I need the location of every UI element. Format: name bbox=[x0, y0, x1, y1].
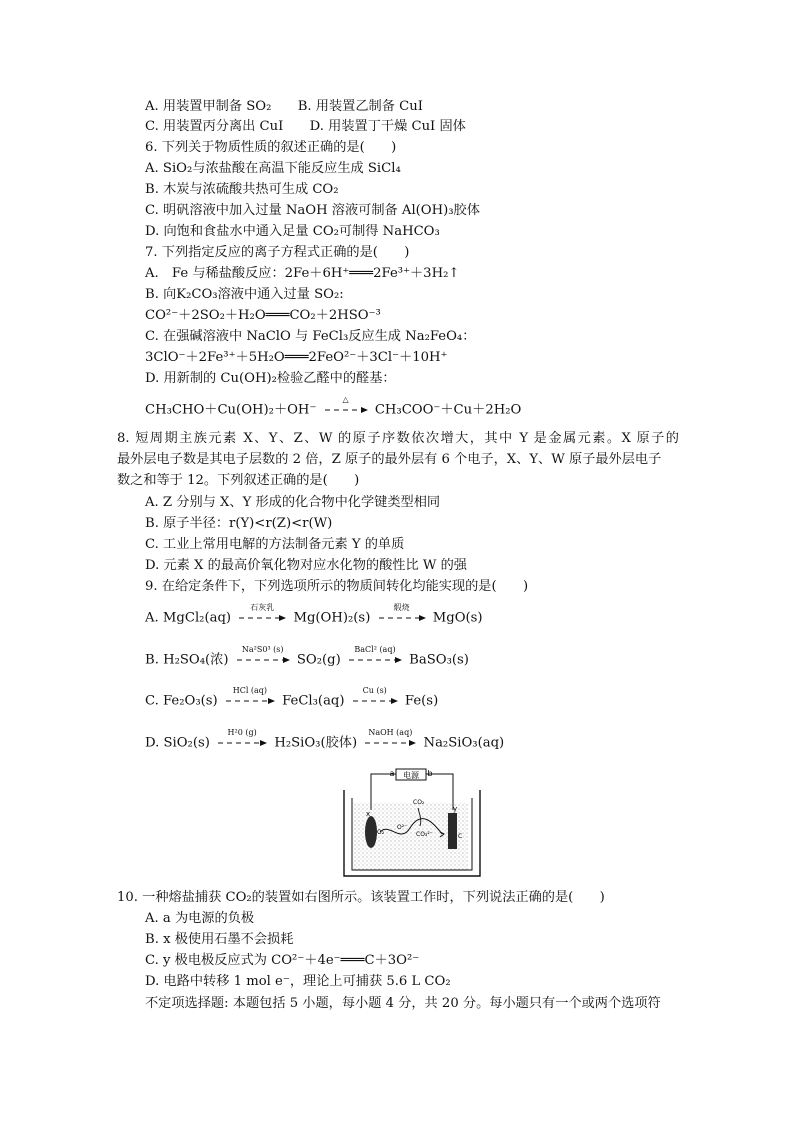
q9-b-product: BaSO₃(s) bbox=[409, 652, 469, 668]
q9-a-product: MgO(s) bbox=[432, 610, 483, 626]
q9-d-product: Na₂SiO₃(aq) bbox=[423, 735, 505, 751]
q10-option-b: B. x 极使用石墨不会损耗 bbox=[145, 932, 294, 947]
q10-option-d: D. 电路中转移 1 mol e⁻，理论上可捕获 5.6 L CO₂ bbox=[145, 974, 451, 989]
arrow-condition: Cu (s) bbox=[362, 686, 387, 695]
q6-option-a: A. SiO₂与浓盐酸在高温下能反应生成 SiCl₄ bbox=[145, 161, 401, 176]
oxide-ion-label: O²⁻ bbox=[397, 824, 408, 831]
reaction-arrow bbox=[347, 645, 403, 669]
carbonate-ion-label: CO₃²⁻ bbox=[416, 831, 433, 838]
q9-d-start: D. SiO₂(s) bbox=[145, 735, 210, 751]
arrow-condition: H²0 (g) bbox=[227, 728, 257, 737]
reaction-arrow bbox=[224, 686, 276, 710]
power-label: 电源 bbox=[403, 771, 419, 780]
reaction-arrow bbox=[237, 603, 287, 627]
q9-b-start: B. H₂SO₄(浓) bbox=[145, 652, 229, 668]
q8-option-b: B. 原子半径：r(Y)<r(Z)<r(W) bbox=[145, 516, 333, 531]
arrow-condition: BaCl² (aq) bbox=[354, 645, 396, 654]
q7-option-d-equation bbox=[145, 395, 522, 420]
electrode-y bbox=[448, 813, 457, 849]
q7-d-reactants: CH₃CHO＋Cu(OH)₂＋OH⁻ bbox=[145, 402, 317, 418]
electrode-x-label: x bbox=[366, 810, 371, 818]
arrow-condition: NaOH (aq) bbox=[368, 728, 413, 737]
q7-option-d: D. 用新制的 Cu(OH)₂检验乙醛中的醛基： bbox=[145, 371, 396, 386]
q9-option-b bbox=[145, 645, 469, 670]
heat-arrow bbox=[323, 395, 369, 419]
q8-stem-line-3: 数之和等于 12。下列叙述正确的是( ) bbox=[117, 473, 360, 488]
q10-option-c: C. y 极电极反应式为 CO²⁻＋4e⁻═══C＋3O²⁻ bbox=[145, 953, 420, 968]
terminal-a-label: a bbox=[389, 769, 395, 778]
reaction-arrow bbox=[351, 686, 399, 710]
q9-option-a bbox=[145, 603, 483, 628]
q5-options-ab: A. 用装置甲制备 SO₂ B. 用装置乙制备 CuI bbox=[145, 99, 423, 114]
arrow-condition: Na²S0³ (s) bbox=[241, 645, 284, 654]
reaction-arrow bbox=[216, 728, 268, 752]
electrode-x bbox=[365, 816, 377, 848]
q9-stem: 9. 在给定条件下，下列选项所示的物质间转化均能实现的是( ) bbox=[145, 579, 529, 594]
q9-option-d bbox=[145, 728, 505, 753]
section-note: 不定项选择题: 本题包括 5 小题，每小题 4 分，共 20 分。每小题只有一个或两个选项符 bbox=[145, 996, 661, 1011]
q9-c-product: Fe(s) bbox=[404, 693, 439, 709]
q9-c-start: C. Fe₂O₃(s) bbox=[145, 693, 218, 709]
q5-options-cd: C. 用装置丙分离出 CuI D. 用装置丁干燥 CuI 固体 bbox=[145, 119, 466, 134]
arrow-condition: 石灰乳 bbox=[250, 603, 275, 612]
q6-option-b: B. 木炭与浓硫酸共热可生成 CO₂ bbox=[145, 182, 339, 197]
q8-option-d: D. 元素 X 的最高价氧化物对应水化物的酸性比 W 的强 bbox=[145, 558, 467, 573]
co2-label: CO₂ bbox=[413, 799, 425, 806]
q9-a-intermediate: Mg(OH)₂(s) bbox=[293, 610, 371, 626]
heat-condition: △ bbox=[342, 395, 349, 404]
q7-option-c-equation: 3ClO⁻＋2Fe³⁺＋5H₂O═══2FeO²⁻＋3Cl⁻＋10H⁺ bbox=[145, 350, 448, 365]
arrow-condition: 煅烧 bbox=[393, 603, 410, 612]
q8-option-c: C. 工业上常用电解的方法制备元素 Y 的单质 bbox=[145, 537, 405, 552]
q6-option-c: C. 明矾溶液中加入过量 NaOH 溶液可制备 Al(OH)₃胶体 bbox=[145, 203, 480, 218]
q9-a-start: A. MgCl₂(aq) bbox=[145, 610, 232, 626]
reaction-arrow bbox=[363, 728, 417, 752]
molten-salt-electrolysis-diagram bbox=[330, 768, 490, 878]
terminal-b-label: b bbox=[427, 769, 433, 778]
reaction-arrow bbox=[235, 645, 291, 669]
q7-option-b: B. 向K₂CO₃溶液中通入过量 SO₂: bbox=[145, 287, 344, 302]
q8-option-a: A. Z 分别与 X、Y 形成的化合物中化学键类型相同 bbox=[145, 495, 441, 510]
q7-d-products: CH₃COO⁻＋Cu＋2H₂O bbox=[374, 402, 522, 418]
electrode-y-label: y bbox=[453, 805, 458, 813]
q9-option-c bbox=[145, 686, 439, 711]
q7-stem: 7. 下列指定反应的离子方程式正确的是( ) bbox=[145, 245, 410, 260]
oxygen-label: O₂ bbox=[377, 829, 385, 836]
q7-option-c: C. 在强碱溶液中 NaClO 与 FeCl₃反应生成 Na₂FeO₄： bbox=[145, 329, 476, 344]
q9-d-intermediate: H₂SiO₃(胶体) bbox=[274, 735, 358, 751]
q8-stem-line-2: 最外层电子数是其电子层数的 2 倍，Z 原子的最外层有 6 个电子，X、Y、W 原子最外层电子 bbox=[117, 452, 662, 467]
q9-c-intermediate: FeCl₃(aq) bbox=[282, 693, 345, 709]
q9-b-intermediate: SO₂(g) bbox=[296, 652, 341, 668]
carbon-label: C bbox=[458, 833, 463, 840]
q6-option-d: D. 向饱和食盐水中通入足量 CO₂可制得 NaHCO₃ bbox=[145, 224, 440, 239]
q10-stem: 10. 一种熔盐捕获 CO₂的装置如右图所示。该装置工作时，下列说法正确的是( ) bbox=[117, 890, 605, 905]
q7-option-a: A. Fe 与稀盐酸反应：2Fe＋6H⁺═══2Fe³⁺＋3H₂↑ bbox=[145, 266, 460, 281]
arrow-condition: HCl (aq) bbox=[232, 686, 268, 695]
q7-option-b-equation: CO²⁻＋2SO₂＋H₂O═══CO₂＋2HSO⁻³ bbox=[145, 308, 381, 323]
reaction-arrow bbox=[377, 603, 427, 627]
q6-stem: 6. 下列关于物质性质的叙述正确的是( ) bbox=[145, 140, 397, 155]
q8-stem-line-1: 8. 短周期主族元素 X、Y、Z、W 的原子序数依次增大，其中 Y 是金属元素。X 原子的 bbox=[117, 431, 679, 446]
q10-option-a: A. a 为电源的负极 bbox=[145, 911, 255, 926]
